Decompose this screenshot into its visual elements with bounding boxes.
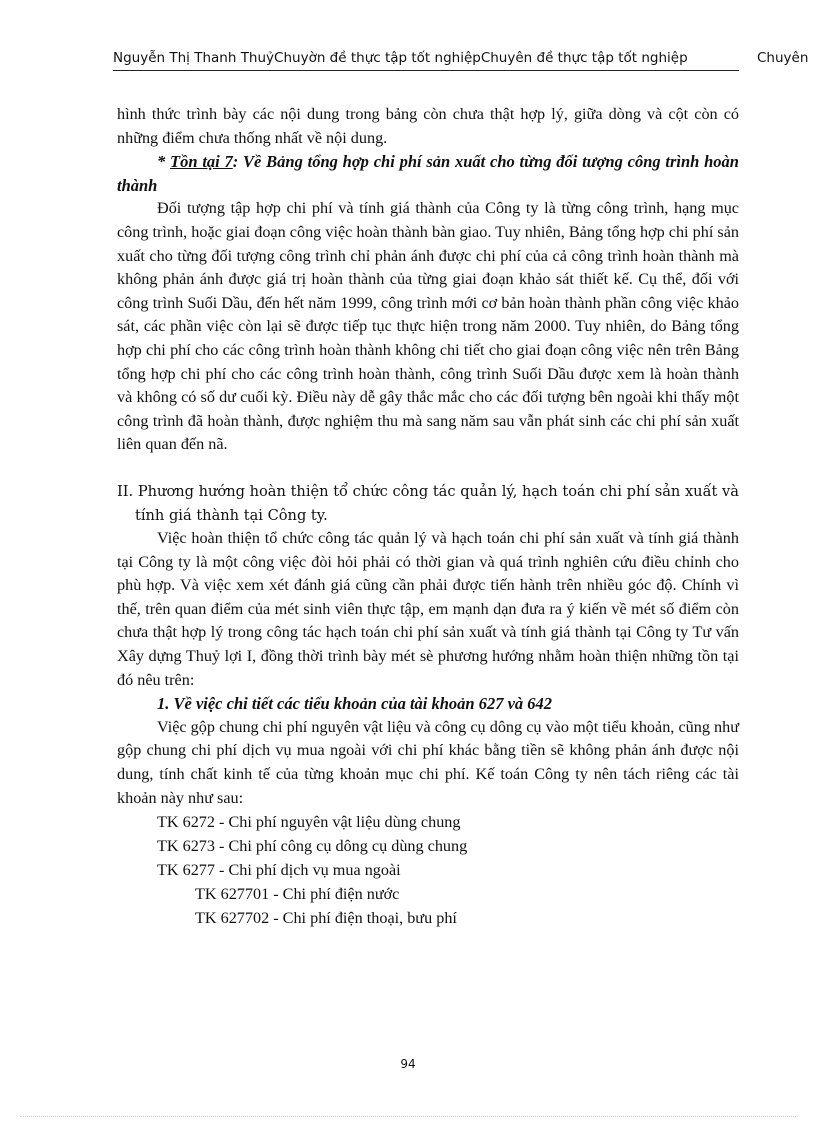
heading-underlined-label: Tồn tại 7 <box>170 152 233 172</box>
running-header <box>113 50 813 72</box>
subheading-1: 1. Về việc chi tiết các tiểu khoản của tài khoản 627 và 642 <box>157 694 553 714</box>
body-text <box>117 103 739 930</box>
sub-account-item: TK 627701 - Chi phí điện nước <box>195 885 400 904</box>
account-list <box>117 810 739 930</box>
paragraph-accounts-intro: Việc gộp chung chi phí nguyên vật liệu và công cụ dông cụ vào một tiểu khoản, cũng như gộp chung chi phí dịch vụ mua ngoài với chi phí khác bằng tiền sẽ không phản ánh được nội dung, tính chất kinh tế của từng khoản mục chi phí. Kế toán Công ty nên tách riêng các tài khoản này như sau: <box>117 717 739 807</box>
page-number: 94 <box>400 1057 416 1071</box>
paragraph-issue-7: Đối tượng tập hợp chi phí và tính giá thành của Công ty là từng công trình, hạng mục công trình, hoặc giai đoạn công việc hoàn thành bàn giao. Tuy nhiên, Bảng tổng hợp chi phí sản xuất cho từng đối tượng công trình chỉ phản ánh được chi phí của cả công trình hoàn thành mà không phản ánh được giá trị hoàn thành của từng giai đoạn khảo sát thiết kế. Cụ thể, đối với công trình Suối Dầu, đến hết năm 1999, công trình mới cơ bản hoàn thành phần công việc khảo sát, các phần việc còn lại sẽ được tiếp tục thực hiện trong năm 2000. Tuy nhiên, do Bảng tổng hợp chi phí cho các công trình hoàn thành không chi tiết cho giai đoạn công việc nên trên Bảng tổng hợp chi phí cho các công trình hoàn thành, công trình Suối Dầu được xem là hoàn thành và không có số dư cuối kỳ. Điều này dễ gây thắc mắc cho các đối tượng bên ngoài khi thấy một công trình đã hoàn thành, được nghiệm thu mà sang năm sau vẫn phát sinh các chi phí sản xuất liên quan đến nã. <box>117 199 739 454</box>
account-item: TK 6277 - Chi phí dịch vụ mua ngoài <box>157 861 401 880</box>
paragraph-section-2-intro: Việc hoàn thiện tổ chức công tác quản lý và hạch toán chi phí sản xuất và tính giá thành tại Công ty là một công việc đòi hỏi phải có thời gian và quá trình nghiên cứu điều chỉnh cho phù hợp. Và việc xem xét đánh giá cũng cần phải được tiến hành trên nhiều góc độ. Chính vì thế, trên quan điểm của mét sinh viên thực tập, em mạnh dạn đưa ra ý kiến về mét số điểm còn chưa thật hợp lý trong công tác hạch toán chi phí sản xuất và tính giá thành tại Công ty Tư vấn Xây dựng Thuỷ lợi I, đồng thời trình bày mét sè phương hướng nhằm hoàn thiện những tồn tại đó nêu trên: <box>117 529 739 689</box>
issue-7-heading <box>117 150 739 197</box>
section-2-title: II. Phương hướng hoàn thiện tổ chức công tác quản lý, hạch toán chi phí sản xuất và tính giá thành tại Công ty. <box>117 482 739 524</box>
heading-bullet: * <box>157 152 171 172</box>
sub-account-item: TK 627702 - Chi phí điện thoại, bưu phí <box>195 909 457 928</box>
account-item: TK 6273 - Chi phí công cụ dông cụ dùng chung <box>157 837 468 856</box>
header-title-truncated: Chuyên <box>757 50 809 66</box>
header-title: Nguyễn Thị Thanh ThuỷChuyờn đề thực tập tốt nghiệpChuyên đề thực tập tốt nghiệp <box>113 50 688 66</box>
account-item: TK 6272 - Chi phí nguyên vật liệu dùng chung <box>157 813 461 832</box>
paragraph-continued: hình thức trình bày các nội dung trong bảng còn chưa thật hợp lý, giữa dòng và cột còn có những điểm chưa thống nhất về nội dung. <box>117 105 739 147</box>
heading-text: : Về Bảng tổng hợp chi phí sản xuất cho từng đối tượng công trình hoàn thành <box>117 152 739 195</box>
header-divider <box>113 70 739 71</box>
page-bottom-border <box>20 1116 796 1117</box>
